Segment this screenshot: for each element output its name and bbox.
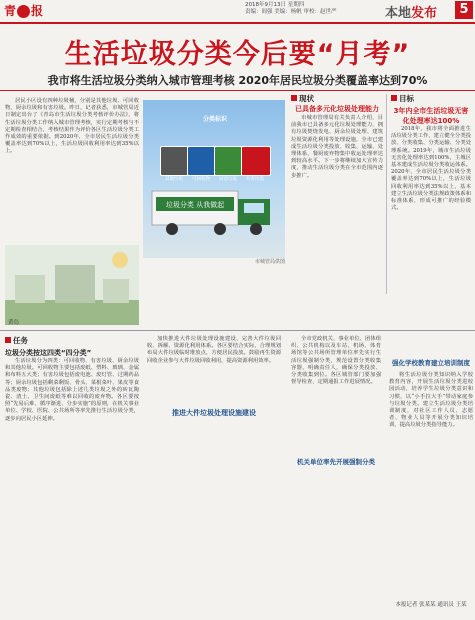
mid-head: 推进大件垃圾处理设施建设 xyxy=(172,409,256,417)
bottom-mid-article xyxy=(291,336,381,386)
bin-hazardous-icon xyxy=(241,146,271,176)
bin-kitchen-icon xyxy=(214,146,244,176)
tag-square-icon xyxy=(391,95,397,101)
intro-paragraph: 居民小区设有四种垃圾桶，分别是其他垃圾、可回收物、厨余垃圾和有害垃圾。昨日，记者获悉，市城管局近日制定出台了《青岛市生活垃圾分类考核评价办法》，将生活垃圾分类工作纳入城市管理考核，实行定期考核与不定期检查相结合，考核结果作为评价各区生活垃圾分类工作成效的重要依据。到2020年，全市居民生活垃圾分类覆盖率达到70%以上，生活垃圾回收利用率达到35%以上。 xyxy=(5,98,139,155)
header-rule xyxy=(0,22,475,24)
photo-caption: 市城管局供图 xyxy=(254,259,285,265)
task-article xyxy=(5,358,139,423)
right-mid-paragraph: 将生活垃圾分类知识纳入学校教育内容，开展生活垃圾分类进校园活动，培养学生垃圾分类意识和习惯，以“小手拉大手”带动家庭参与垃圾分类。建立生活垃圾分类培训制度，对社区工作人员、志愿者、物业人员等开展分类知识培训，提高垃圾分类指导能力。 xyxy=(389,372,473,429)
bin-label: 有害垃圾 xyxy=(246,177,264,182)
logo-emblem-icon xyxy=(17,5,30,18)
subheadline: 我市将生活垃圾分类纳入城市管理考核 2020年居民垃圾分类覆盖率达到70% xyxy=(47,74,428,87)
bin-label: 厨余垃圾 xyxy=(219,177,237,182)
bottom-mid-paragraph: 全市党政机关、事业单位、团体组织、公共机构以及车站、机场、体育场馆等公共场所管理单位率先实行生活垃圾强制分类，规范设置分类收集容器，明确责任人，确保分类投放、分类收集到位。各区城管部门要加强督导检查，定期通报工作进展情况。 xyxy=(291,336,381,386)
logo-char-left: 青 xyxy=(4,4,17,18)
current-article xyxy=(291,115,383,180)
target-article xyxy=(391,126,471,212)
bin-sign-title: 分类标识 xyxy=(202,116,227,123)
target-paragraph: 2018年，我市将全面推进生活垃圾分类工作，建立健全分类投放、分类收集、分类运输、分类处理系统。2019年，城市生活垃圾无害化处理率达到100%，主城区基本建成生活垃圾分类收运体系。2020年，全市居民生活垃圾分类覆盖率达到70%以上，生活垃圾回收利用率达到35%以上，基本建立生活垃圾分类法规政策体系和标准体系，形成可推广的经验模式。 xyxy=(391,126,471,212)
illustration-graphic xyxy=(5,245,139,325)
lower-rule xyxy=(0,330,475,331)
bin-recyclable-icon xyxy=(187,146,217,176)
tag-square-icon xyxy=(5,337,11,343)
tag-task-label: 任务 xyxy=(13,336,28,345)
byline: 本报记者 张某某 通讯员 王某 xyxy=(395,602,467,608)
section-prefix: 本地 xyxy=(385,6,412,21)
publication-date: 2018年9月13日 星期四 xyxy=(245,2,305,8)
bin-label: 可回收物 xyxy=(192,177,210,182)
newspaper-logo xyxy=(4,3,62,19)
bin-sign xyxy=(160,116,270,182)
garbage-truck-illustration xyxy=(150,185,278,237)
task-head: 垃圾分类按这四类“四分类” xyxy=(5,349,92,357)
section-name: 发布 xyxy=(411,6,438,21)
publication-info xyxy=(245,2,375,16)
right-mid-article xyxy=(389,372,473,430)
bin-label: 其他垃圾 xyxy=(165,177,183,182)
illustration-block xyxy=(5,245,139,325)
bottom-mid-head: 机关单位率先开展强制分类 xyxy=(297,458,375,466)
tag-current xyxy=(291,93,314,104)
right-mid-head: 强化学校教育建立培训制度 xyxy=(392,359,470,367)
tag-task xyxy=(5,335,28,346)
bin-other-icon xyxy=(160,146,190,176)
current-head: 已具备多元化垃圾处理能力 xyxy=(295,105,379,113)
headline: 生活垃圾分类今后要“月考” xyxy=(64,39,411,70)
logo-char-right: 报 xyxy=(31,4,44,18)
task-paragraph: 生活垃圾分为四类：可回收物、有害垃圾、厨余垃圾和其他垃圾。可回收物主要包括废纸、塑料、玻璃、金属和布料五大类；有害垃圾包括废电池、废灯管、过期药品等；厨余垃圾包括剩菜剩饭、骨头、菜根菜叶、果皮等食品类废物；其他垃圾包括除上述几类垃圾之外的砖瓦陶瓷、渣土、卫生间废纸等难以回收的废弃物。各区要按照“先易后难、循序渐进、分步实施”的原则，在机关事业单位、学校、医院、公共场所等率先推行生活垃圾分类，逐步向居民小区延伸。 xyxy=(5,358,139,422)
tag-square-icon xyxy=(291,95,297,101)
section-title xyxy=(385,2,437,21)
intro-article xyxy=(5,98,139,156)
mid-paragraph: 加快推进大件垃圾处理设施建设，完善大件垃圾回收、拆解、资源化利用体系。各区要结合实际，合理规划布局大件垃圾临时堆放点，方便居民投放。鼓励再生资源回收企业参与大件垃圾回收利用，提高资源利用效率。 xyxy=(147,336,281,364)
editor-credits: 责编：阎强 美编：杨帆 审校：赵世严 xyxy=(245,9,337,15)
mid-article-top xyxy=(147,336,281,365)
tag-target xyxy=(391,93,414,104)
subhead-rule xyxy=(0,90,475,91)
page-number: 5 xyxy=(455,1,473,19)
target-head: 3年内全市生活垃圾无害化处理率达100% xyxy=(393,107,469,125)
column-divider xyxy=(386,94,387,294)
current-paragraph: 市城市管理局有关负责人介绍，目前我市已具备多元化垃圾处理能力，拥有垃圾焚烧发电、厨余垃圾处理、建筑垃圾资源化利用等处理设施，全市已建成生活垃圾分类投放、收集、运输、处理体系，餐厨废弃物集中收运处理率达到较高水平。下一步将继续加大宣传力度，推动生活垃圾分类在全市范围内逐步推广。 xyxy=(291,115,383,179)
tag-current-label: 现状 xyxy=(299,94,314,103)
illustration-brand: 黄岛 xyxy=(8,320,20,326)
truck-slogan: 垃圾分类 从我做起 xyxy=(165,201,225,209)
tag-target-label: 目标 xyxy=(399,94,414,103)
